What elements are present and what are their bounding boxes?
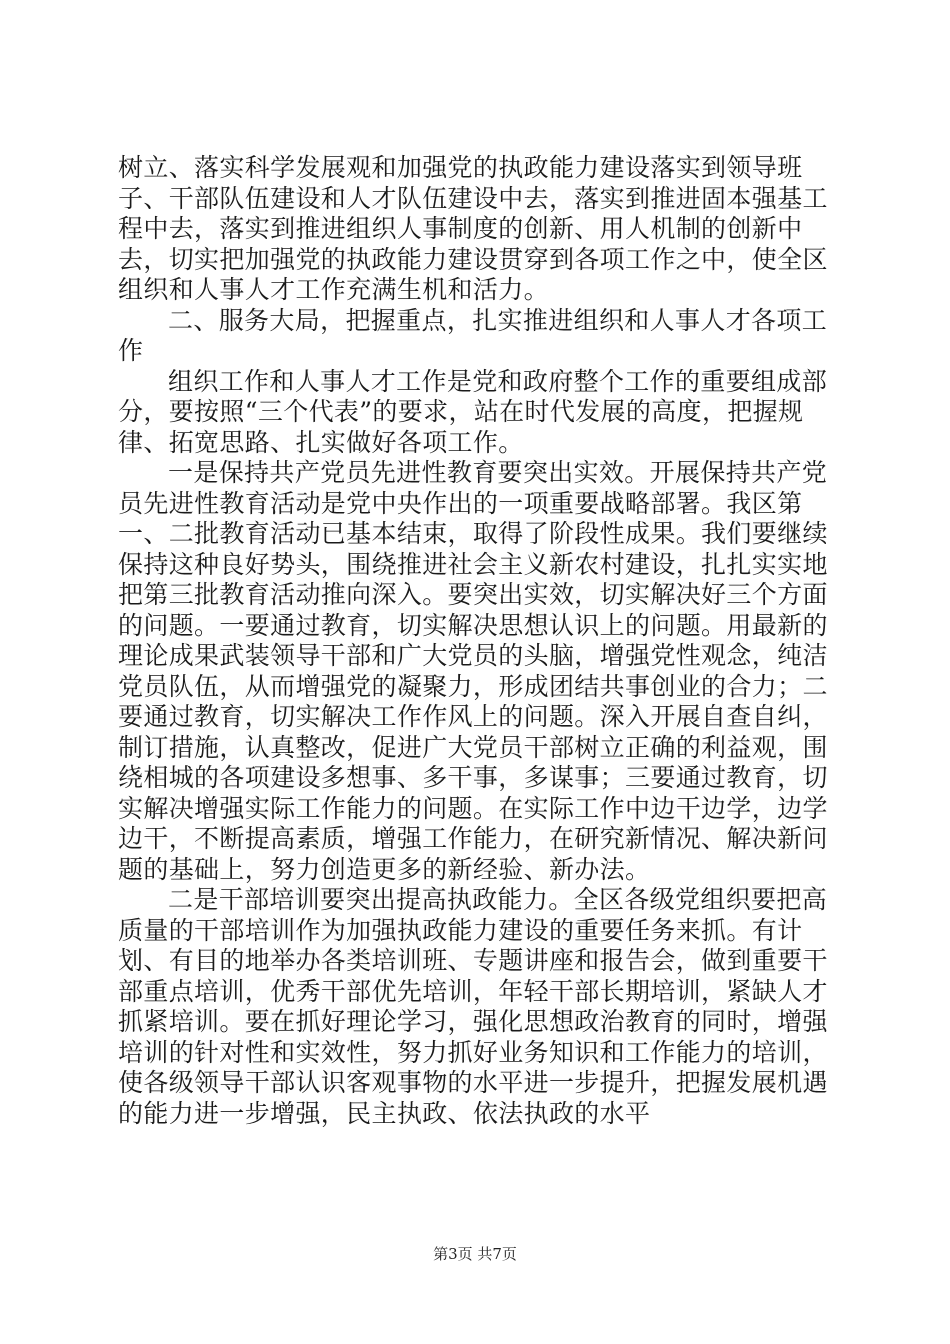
section-heading: 二、服务大局，把握重点，扎实推进组织和人事人才各项工作 (118, 305, 828, 365)
page-footer: 第3页 共7页 (433, 1245, 517, 1263)
paragraph: 一是保持共产党员先进性教育要突出实效。开展保持共产党员先进性教育活动是党中央作出的一项重要战略部署。我区第一、二批教育活动已基本结束，取得了阶段性成果。我们要继续保持这种良好势头，围绕推进社会主义新农村建设，扎扎实实地把第三批教育活动推向深入。要突出实效，切实解决好三个方面的问题。一要通过教育，切实解决思想认识上的问题。用最新的理论成果武装领导干部和广大党员的头脑，增强党性观念，纯洁党员队伍，从而增强党的凝聚力，形成团结共事创业的合力；二要通过教育，切实解决工作作风上的问题。深入开展自查自纠，制订措施，认真整改，促进广大党员干部树立正确的利益观，围绕相城的各项建设多想事、多干事，多谋事；三要通过教育，切实解决增强实际工作能力的问题。在实际工作中边干边学，边学边干，不断提高素质，增强工作能力，在研究新情况、解决新问题的基础上，努力创造更多的新经验、新办法。 (118, 458, 828, 884)
paragraph-continuation: 树立、落实科学发展观和加强党的执政能力建设落实到领导班子、干部队伍建设和人才队伍建设中去，落实到推进固本强基工程中去，落实到推进组织人事制度的创新、用人机制的创新中去，切实把加强党的执政能力建设贯穿到各项工作之中，使全区组织和人事人才工作充满生机和活力。 (118, 153, 828, 304)
paragraph: 二是干部培训要突出提高执政能力。全区各级党组织要把高质量的干部培训作为加强执政能力建设的重要任务来抓。有计划、有目的地举办各类培训班、专题讲座和报告会，做到重要干部重点培训，优秀干部优先培训，年轻干部长期培训，紧缺人才抓紧培训。要在抓好理论学习，强化思想政治教育的同时，增强培训的针对性和实效性，努力抓好业务知识和工作能力的培训，使各级领导干部认识客观事物的水平进一步提升，把握发展机遇的能力进一步增强，民主执政、依法执政的水平 (118, 885, 828, 1128)
paragraph: 组织工作和人事人才工作是党和政府整个工作的重要组成部分，要按照“三个代表”的要求，站在时代发展的高度，把握规律、拓宽思路、扎实做好各项工作。 (118, 366, 828, 457)
document-body (118, 153, 838, 1129)
